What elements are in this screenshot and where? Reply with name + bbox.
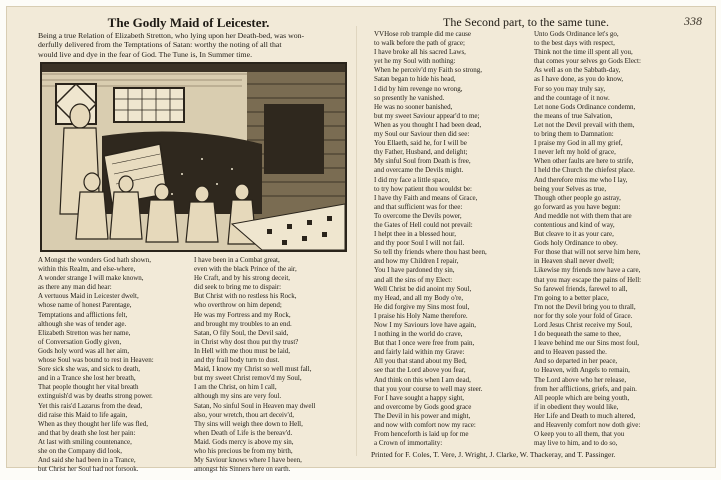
verse-line: and that sufficient was for thee: <box>374 202 463 211</box>
verse-line: I do bequeath the same to thee, <box>534 330 621 339</box>
verse-column-1 <box>38 256 188 474</box>
woodcut-illustration <box>40 62 347 252</box>
verse-line: A wonder strange I will make known, <box>38 274 144 283</box>
verse-line: although she was of tender age. <box>38 319 127 328</box>
verse-line: see that the Lord above you fear, <box>374 366 466 375</box>
verse-line: and all the sins of my Elect: <box>374 275 453 284</box>
verse-line: Temptations and afflictions felt, <box>38 310 128 319</box>
verse-line: When as you thought I had been dead, <box>374 120 482 129</box>
deathbed-scene-image <box>42 64 345 250</box>
verse-line: I leave behind me our Sins most foul, <box>534 339 639 348</box>
verse-line: the Gates of Hell could not prevail: <box>374 220 473 229</box>
verse-line: I'm going to a better place, <box>534 293 609 302</box>
verse-line: He was no sooner banished, <box>374 102 453 111</box>
verse-line: and the countage of it now. <box>534 93 610 102</box>
verse-line: I have broke all his sacred Laws, <box>374 48 466 57</box>
verse-line: my Head, and all my Body o're, <box>374 293 464 302</box>
verse-line: Well Christ be did anoint my Soul, <box>374 284 472 293</box>
verse-line: Unto Gods Ordinance let's go, <box>534 30 619 38</box>
verse-line: and Heavenly comfort now doth give: <box>534 421 641 430</box>
verse-line: and thy frail body turn to dust. <box>194 356 280 365</box>
subtitle-line: Being a true Relation of Elizabeth Stretton, who lying upon her Death-bed, was won- <box>38 31 305 40</box>
verse-line: And think on this when I am dead, <box>374 375 471 384</box>
verse-line: You Ellaeth, said he, for I will be <box>374 139 467 148</box>
verse-line: thy Father, Husband, and delight; <box>374 148 468 157</box>
verse-line: Lord Jesus Christ receive my Soul, <box>534 321 632 329</box>
verse-line: being your Selves as true, <box>534 184 607 193</box>
verse-line: My sinful Soul from Death is free, <box>374 157 471 166</box>
verse-line: A vertuous Maid in Leicester dwelt, <box>38 292 139 301</box>
verse-line: and brought my troubles to an end. <box>194 319 292 328</box>
verse-line: He Craft, and by his strong deceit, <box>194 274 291 283</box>
verse-line: and that by death she lost her pain: <box>38 428 136 437</box>
verse-line: From henceforth is laid up for me <box>374 430 469 439</box>
verse-line: whose name of honest Parentage, <box>38 301 132 310</box>
verse-line: Gods holy Ordinance to obey. <box>534 239 618 248</box>
verse-line: when Death of Life is the bereav'd. <box>194 428 293 437</box>
verse-line: VVHose rob trample did me cause <box>374 30 471 38</box>
verse-line: to walk before the path of grace; <box>374 39 465 48</box>
verse-line: As well as on the Sabbath-day, <box>534 66 621 75</box>
verse-line: So tell thy friends where thou hast been, <box>374 248 487 257</box>
verse-line: Satan began to hide his head, <box>374 75 456 84</box>
verse-line: But cleave to it as your care, <box>534 230 614 239</box>
verse-line: did seek to bring me to dispair: <box>194 283 282 292</box>
verse-line: yet he my Soul with nothing: <box>374 57 456 66</box>
verse-line: that you your course to well may steer. <box>374 384 483 393</box>
ballad-subtitle <box>38 31 343 59</box>
verse-line: as there any man did hear: <box>38 283 112 292</box>
verse-line: Gods holy word was all her aim, <box>38 346 130 355</box>
verse-line: I did my face a little space, <box>374 175 450 184</box>
printer-imprint: Printed for F. Coles, T. Vere, J. Wright, J. Clarke, W. Thackeray, and T. Passinger. <box>371 450 616 459</box>
verse-line: and thy poor Soul I will not fail. <box>374 239 465 248</box>
verse-line: He did forgive my Sins most foul, <box>374 302 470 311</box>
verse-line: When he perceiv'd my Faith so strong, <box>374 66 482 75</box>
verse-line: she on the Company did look, <box>38 446 122 455</box>
verse-line: who his precious be from my birth, <box>194 446 293 455</box>
verse-line: from her afflictions, griefs, and pain. <box>534 384 637 393</box>
verse-line: to Heaven, with Angels to remain, <box>534 366 630 375</box>
verse-line: to bring them to Damnation: <box>534 130 614 139</box>
verse-line: who overthrow on him depend; <box>194 301 282 310</box>
verse-line: Her Life and Death to much altered, <box>534 411 636 420</box>
verse-line: My Saviour knows where I have been, <box>194 456 302 465</box>
verse-line: And meddle not with them that are <box>534 211 632 220</box>
verse-line: Maid, I know my Christ so well must fall, <box>194 365 312 374</box>
verse-line: Let none Gods Ordinance condemn, <box>534 102 636 111</box>
verse-line: I helpt thee in a blessed hour, <box>374 230 456 239</box>
verse-line: He was my Fortress and my Rock, <box>194 310 291 319</box>
verse-line: I held the Church the chiefest place. <box>534 166 635 175</box>
verse-line: I never left my hold of grace, <box>534 148 616 157</box>
verse-line: in Heaven shall never dwell; <box>534 257 615 266</box>
verse-line: of Conversation Godly given, <box>38 337 122 346</box>
verse-line: Though other people go astray, <box>534 193 621 202</box>
verse-line: At last with smiling countenance, <box>38 437 132 446</box>
verse-line: So farewel friends, farewel to all, <box>534 284 628 293</box>
verse-line: and now with comfort now my race: <box>374 421 476 430</box>
verse-line: and overcome by Gods good grace <box>374 402 472 411</box>
verse-line: When other faults are here to strife, <box>534 157 634 166</box>
verse-column-4 <box>534 30 694 448</box>
verse-column-3 <box>374 30 529 448</box>
verse-line: that you may escape the pains of Hell: <box>534 275 642 284</box>
verse-line: I have been in a Combat great, <box>194 256 280 264</box>
verse-line: I'm not the Devil bring you to thrall, <box>534 302 636 311</box>
verse-line: A Mongst the wonders God hath shown, <box>38 256 151 264</box>
verse-line: In Hell with me thou must be laid, <box>194 346 291 355</box>
verse-line: contentious and kind of way, <box>534 220 615 229</box>
verse-line: but my sweet Saviour appear'd to me; <box>374 111 480 120</box>
verse-line: For those that will not serve him here, <box>534 248 641 257</box>
verse-line: I nothing in the world do crave, <box>374 330 463 339</box>
verse-line: You I have pardoned thy sin, <box>374 266 455 275</box>
verse-line: But Christ with no restless his Rock, <box>194 292 297 301</box>
verse-line: even with the black Prince of the air, <box>194 265 297 274</box>
verse-line: amongst his Sinners here on earth. <box>194 465 291 474</box>
verse-line: The Devil in his power and might, <box>374 411 471 420</box>
verse-line: To overcome the Devils power, <box>374 211 462 220</box>
verse-line: that comes your selves go Gods Elect: <box>534 57 641 66</box>
verse-line: and fairly laid within my Grave: <box>374 348 465 357</box>
verse-line: as I have done, as you do know, <box>534 75 624 84</box>
verse-line: All people which are being youth, <box>534 393 630 402</box>
verse-line: The Lord above who her release, <box>534 375 627 384</box>
verse-line: so presently he vanished. <box>374 93 445 102</box>
verse-line: to try how patient thou wouldst be: <box>374 184 472 193</box>
verse-line: extinguish'd was by deaths strong power. <box>38 392 153 401</box>
verse-line: Likewise my friends now have a care, <box>534 266 641 275</box>
verse-line: but Christ her Soul had not forsook. <box>38 465 139 474</box>
broadside-sheet <box>6 6 716 474</box>
verse-line: and overcame the Devils might. <box>374 166 464 175</box>
page-number: 338 <box>684 14 702 28</box>
verse-line: may live to him, and to do so, <box>534 439 618 448</box>
subtitle-line: would live and dye in the fear of God. The Tune is, In Summer time. <box>38 49 253 59</box>
verse-line: And so departed in her peace, <box>534 357 618 366</box>
verse-line: also, your wretch, thou art deceiv'd, <box>194 410 295 419</box>
verse-line: And therefore miss me who I lay, <box>534 175 628 184</box>
verse-line: the means of true Salvation, <box>534 111 613 120</box>
verse-line: Satan, O fily Soul, the Devil said, <box>194 328 289 337</box>
verse-line: That people thought her vital breath <box>38 383 139 392</box>
verse-line: I did by him revenge no wrong, <box>374 84 463 93</box>
verse-line: When as they thought her life was fled, <box>38 419 149 428</box>
verse-line: All you that stand about my Bed, <box>374 357 467 366</box>
verse-line: Think not the time ill spent all you, <box>534 48 633 57</box>
verse-line: Sore sick she was, and sick to death, <box>38 365 141 374</box>
verse-line: Thy sins will weigh thee down to Hell, <box>194 419 303 428</box>
verse-line: Satan, No sinful Soul in Heaven may dwell <box>194 401 316 410</box>
verse-line: Now I my Saviours love have again, <box>374 321 477 329</box>
verse-line: Let not the Devil prevail with them, <box>534 120 635 129</box>
subtitle-line: derfully delivered from the Temptations of Satan: worthy the noting of all that <box>38 40 282 50</box>
fold-line <box>356 26 357 456</box>
verse-line: if in obedient they would like, <box>534 402 619 411</box>
verse-line: Maid. Gods mercy is above my sin, <box>194 437 294 446</box>
verse-line: O keep you to all them, that you <box>534 430 625 439</box>
verse-line: But that I once were free from pain, <box>374 339 475 348</box>
verse-line: did raise this Maid to life again, <box>38 410 128 419</box>
verse-line: my Soul our Saviour then did see: <box>374 130 470 139</box>
verse-line: I have thy Faith and means of Grace, <box>374 193 478 202</box>
verse-line: I praise his Holy Name therefore. <box>374 311 468 320</box>
verse-line: in Christ why dost thou put thy trust? <box>194 337 299 346</box>
verse-line: For I have sought a happy sight, <box>374 393 465 402</box>
verse-line: whose Soul was bound to rest in Heaven: <box>38 356 154 365</box>
verse-line: And said she had been in a Trance, <box>38 456 136 465</box>
second-part-title: The Second part, to the same tune. <box>443 15 609 29</box>
verse-line: For so you may truly say, <box>534 84 606 93</box>
verse-line: within this Realm, and else-where, <box>38 265 136 274</box>
verse-line: I am the Christ, on him I call, <box>194 383 277 392</box>
verse-line: and how my Children I repair, <box>374 257 459 266</box>
ballad-title: The Godly Maid of Leicester. <box>107 15 270 30</box>
verse-line: Yet this rais'd Lazarus from the dead, <box>38 401 143 410</box>
verse-line: to the best days with respect, <box>534 39 615 48</box>
verse-line: and to Heaven passed the. <box>534 348 607 357</box>
verse-line: nor for thy sole your fold of Grace. <box>534 311 633 320</box>
verse-line: go forward as you have begun: <box>534 202 621 211</box>
verse-line: I praise my God in all my grief, <box>534 139 623 148</box>
verse-line: although my sins are very foul. <box>194 392 282 401</box>
verse-line: but my sweet Christ remov'd my Soul, <box>194 374 302 383</box>
verse-line: Elizabeth Stretton was her name, <box>38 328 131 337</box>
verse-column-2 <box>194 256 344 474</box>
verse-line: and in a Trance she lost her breath, <box>38 374 136 383</box>
verse-line: a Crown of immortality: <box>374 439 443 448</box>
